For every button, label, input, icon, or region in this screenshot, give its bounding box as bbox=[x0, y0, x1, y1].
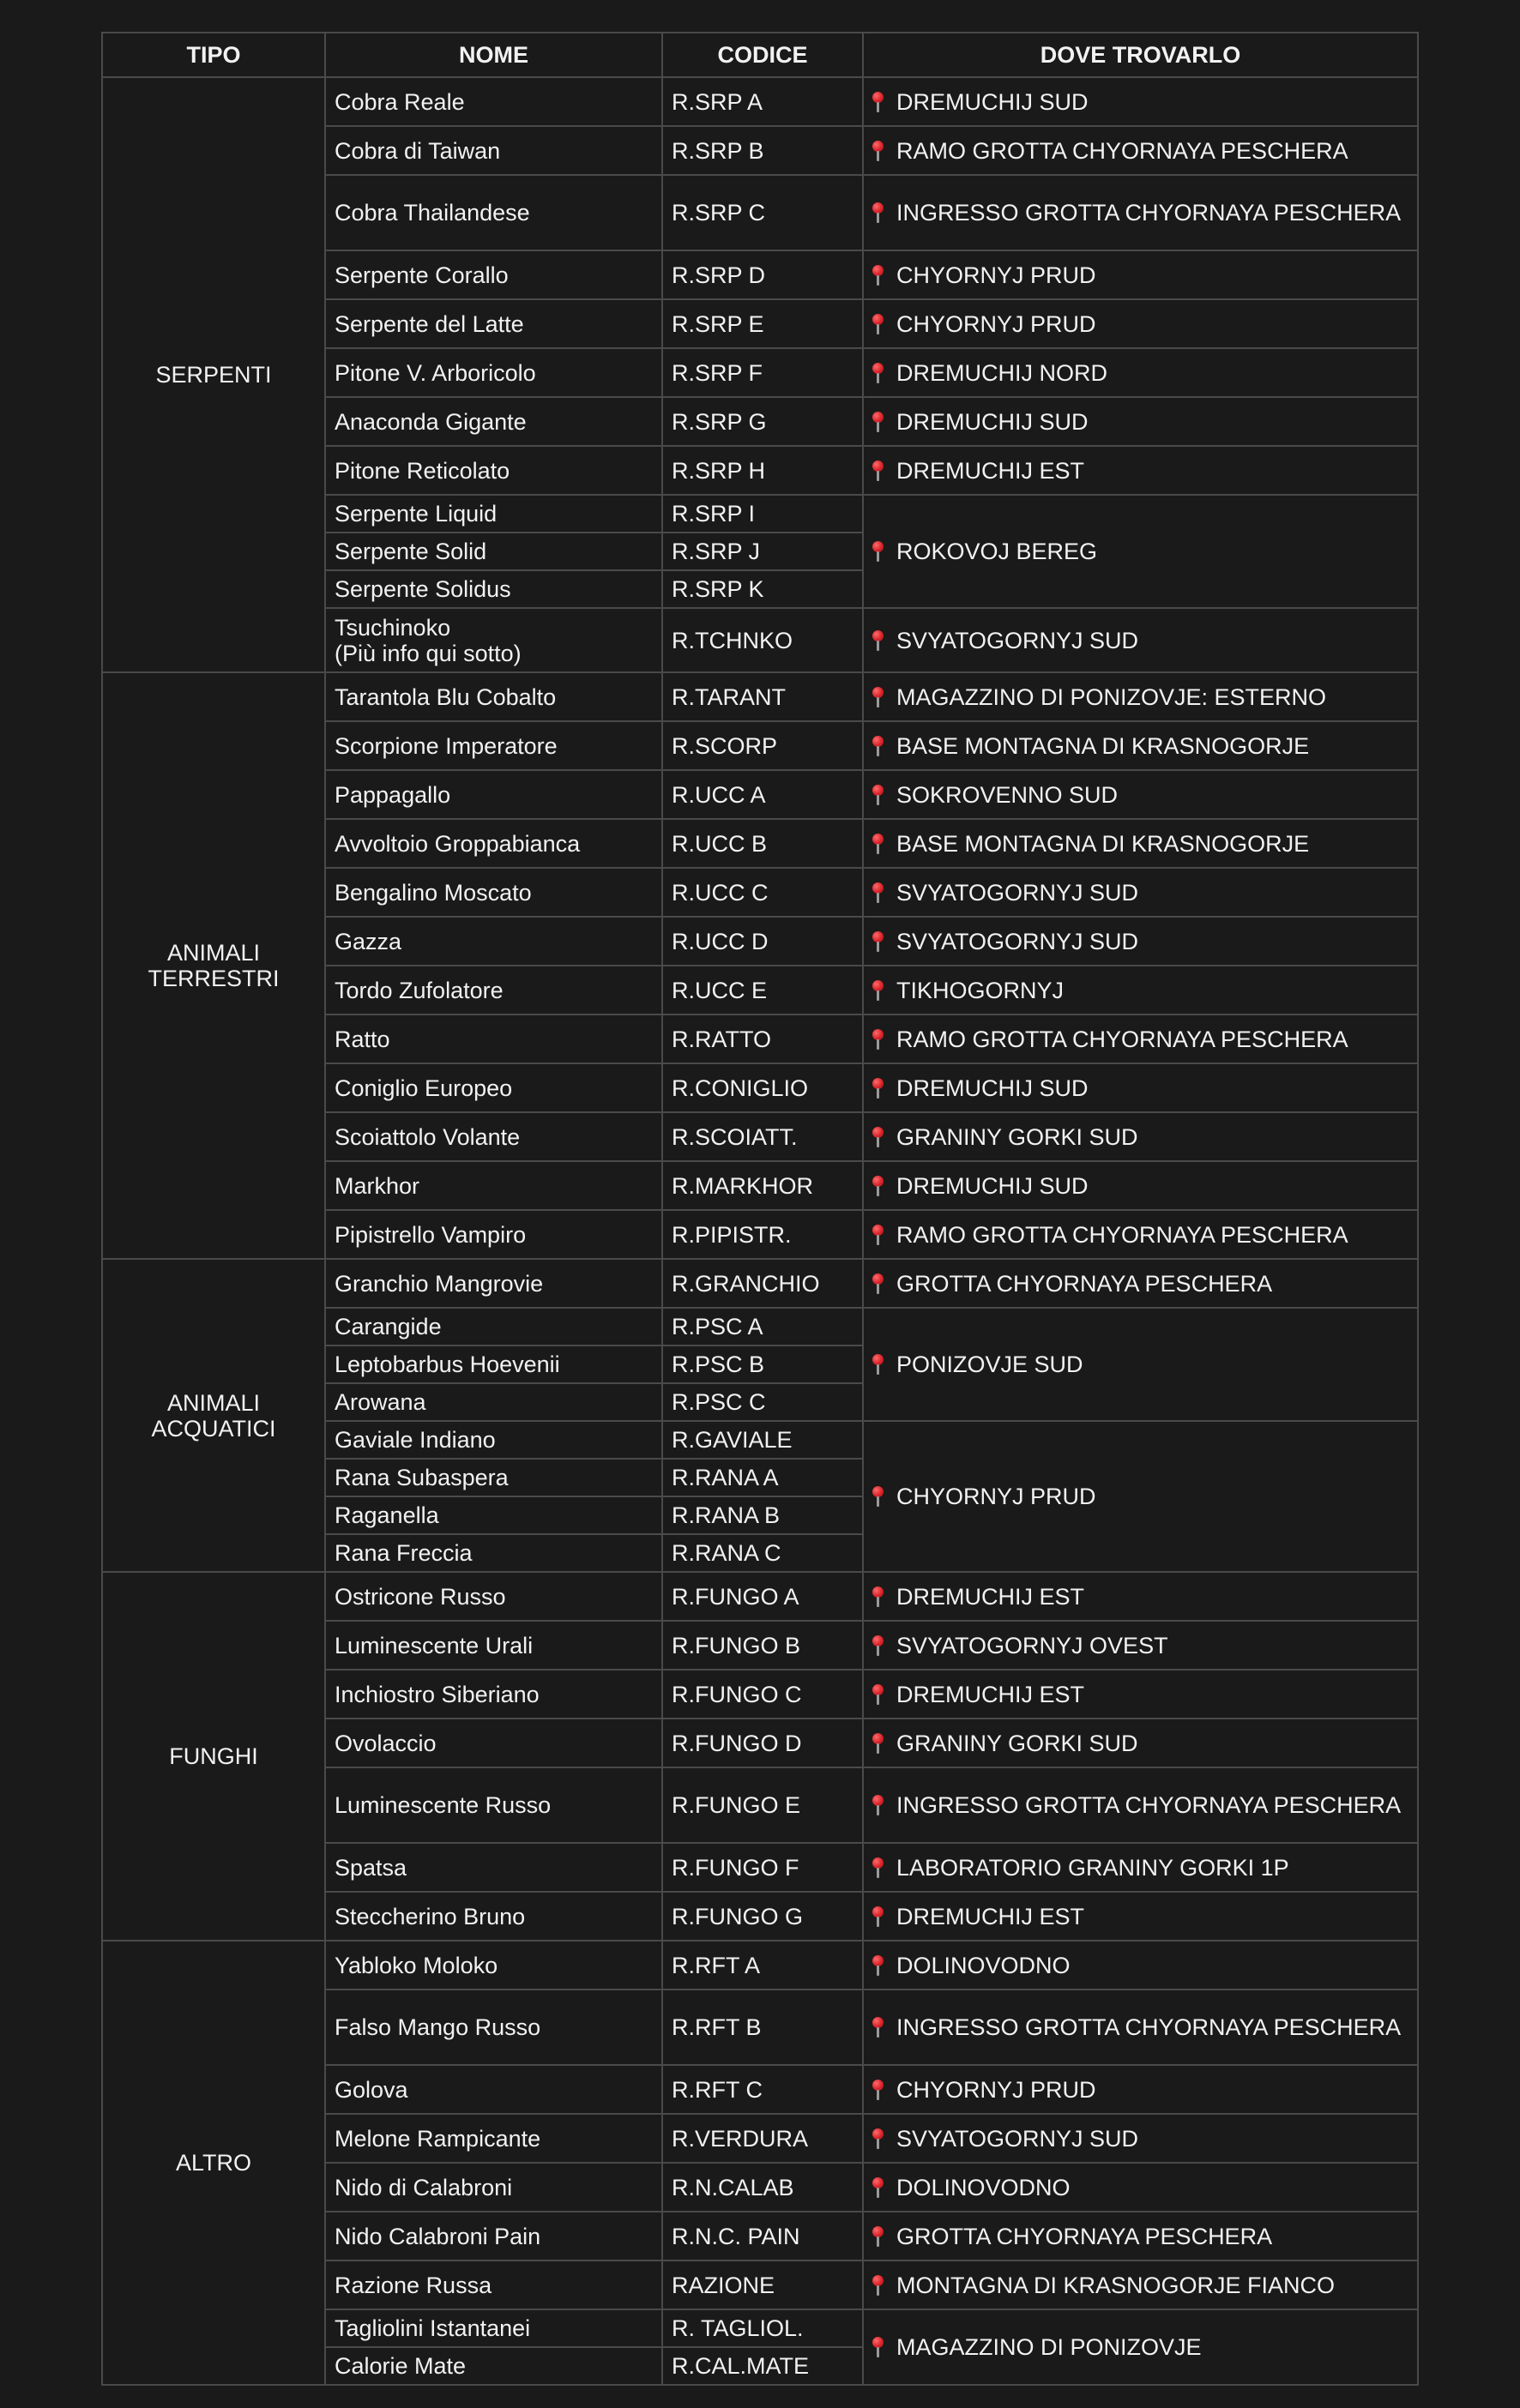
pushpin-icon bbox=[872, 363, 884, 383]
table-row bbox=[102, 77, 1418, 126]
table-row bbox=[102, 1941, 1418, 1990]
item-name: Nido di Calabroni bbox=[325, 2163, 662, 2212]
item-name: Cobra Reale bbox=[325, 77, 662, 126]
item-name: Cobra di Taiwan bbox=[325, 126, 662, 175]
location-label: DREMUCHIJ SUD bbox=[896, 1075, 1089, 1101]
pushpin-icon bbox=[872, 541, 884, 562]
item-location bbox=[863, 1308, 1418, 1421]
item-name: Golova bbox=[325, 2065, 662, 2114]
item-code: R.SRP B bbox=[662, 126, 863, 175]
location-label: SVYATOGORNYJ OVEST bbox=[896, 1632, 1168, 1659]
item-code: R.SCOIATT. bbox=[662, 1112, 863, 1161]
location-label: INGRESSO GROTTA CHYORNAYA PESCHERA bbox=[896, 200, 1402, 226]
item-code: R.FUNGO A bbox=[662, 1572, 863, 1621]
item-code: R.CAL.MATE bbox=[662, 2347, 863, 2385]
pushpin-icon bbox=[872, 1857, 884, 1878]
location-label: SVYATOGORNYJ SUD bbox=[896, 879, 1139, 906]
pushpin-icon bbox=[872, 2080, 884, 2100]
location-label: GROTTA CHYORNAYA PESCHERA bbox=[896, 2223, 1273, 2249]
item-code: R.SRP A bbox=[662, 77, 863, 126]
item-code: R.SRP E bbox=[662, 299, 863, 348]
pushpin-icon bbox=[872, 1127, 884, 1147]
location-label: DREMUCHIJ EST bbox=[896, 1903, 1085, 1929]
item-code: R.FUNGO F bbox=[662, 1843, 863, 1892]
item-code: R.PSC C bbox=[662, 1383, 863, 1421]
location-label: LABORATORIO GRANINY GORKI 1P bbox=[896, 1854, 1289, 1881]
pushpin-icon bbox=[872, 785, 884, 805]
table-body bbox=[102, 77, 1418, 2385]
item-code: R.PSC A bbox=[662, 1308, 863, 1345]
pushpin-icon bbox=[872, 1486, 884, 1507]
item-code: R.SRP F bbox=[662, 348, 863, 397]
location-label: RAMO GROTTA CHYORNAYA PESCHERA bbox=[896, 1026, 1348, 1052]
pushpin-icon bbox=[872, 1684, 884, 1705]
item-location bbox=[863, 2114, 1418, 2163]
location-label: MONTAGNA DI KRASNOGORJE FIANCO bbox=[896, 2272, 1336, 2298]
item-code: R.UCC B bbox=[662, 819, 863, 868]
pushpin-icon bbox=[872, 1955, 884, 1976]
pushpin-icon bbox=[872, 412, 884, 432]
item-location bbox=[863, 1892, 1418, 1941]
item-name: Inchiostro Siberiano bbox=[325, 1670, 662, 1719]
item-name: Granchio Mangrovie bbox=[325, 1259, 662, 1308]
item-name: Pitone Reticolato bbox=[325, 446, 662, 495]
item-name: Ratto bbox=[325, 1014, 662, 1063]
category-cell: ALTRO bbox=[102, 1941, 325, 2385]
pushpin-icon bbox=[872, 2337, 884, 2357]
location-label: DREMUCHIJ EST bbox=[896, 1681, 1085, 1707]
pushpin-icon bbox=[872, 2017, 884, 2038]
item-name: Luminescente Urali bbox=[325, 1621, 662, 1670]
pushpin-icon bbox=[872, 687, 884, 707]
item-location bbox=[863, 2261, 1418, 2309]
item-location bbox=[863, 1259, 1418, 1308]
item-location bbox=[863, 868, 1418, 917]
item-code: R.RFT B bbox=[662, 1990, 863, 2065]
item-location bbox=[863, 1210, 1418, 1259]
item-location bbox=[863, 770, 1418, 819]
item-code: R.FUNGO B bbox=[662, 1621, 863, 1670]
item-code: R.TARANT bbox=[662, 672, 863, 721]
category-cell: ANIMALI ACQUATICI bbox=[102, 1259, 325, 1572]
item-code: R.SRP H bbox=[662, 446, 863, 495]
location-label: GROTTA CHYORNAYA PESCHERA bbox=[896, 1270, 1273, 1297]
item-code: R.SRP D bbox=[662, 250, 863, 299]
item-location bbox=[863, 1843, 1418, 1892]
item-name: Tsuchinoko (Più info qui sotto) bbox=[325, 608, 662, 672]
location-label: DOLINOVODNO bbox=[896, 1952, 1071, 1978]
pushpin-icon bbox=[872, 2275, 884, 2296]
item-code: R.N.C. PAIN bbox=[662, 2212, 863, 2261]
item-name: Leptobarbus Hoevenii bbox=[325, 1345, 662, 1383]
item-name: Markhor bbox=[325, 1161, 662, 1210]
item-name: Tagliolini Istantanei bbox=[325, 2309, 662, 2347]
pushpin-icon bbox=[872, 834, 884, 854]
location-label: DREMUCHIJ SUD bbox=[896, 1172, 1089, 1199]
item-name: Serpente Solidus bbox=[325, 570, 662, 608]
pushpin-icon bbox=[872, 92, 884, 112]
item-code: R.SRP G bbox=[662, 397, 863, 446]
item-name: Arowana bbox=[325, 1383, 662, 1421]
location-label: CHYORNYJ PRUD bbox=[896, 262, 1096, 288]
item-location bbox=[863, 2309, 1418, 2385]
location-label: ROKOVOJ BEREG bbox=[896, 539, 1098, 564]
pushpin-icon bbox=[872, 314, 884, 334]
pushpin-icon bbox=[872, 2226, 884, 2247]
item-location bbox=[863, 446, 1418, 495]
location-label: DREMUCHIJ SUD bbox=[896, 408, 1089, 435]
item-name: Serpente Solid bbox=[325, 533, 662, 570]
location-label: TIKHOGORNYJ bbox=[896, 977, 1065, 1003]
pushpin-icon bbox=[872, 882, 884, 903]
item-name: Melone Rampicante bbox=[325, 2114, 662, 2163]
pushpin-icon bbox=[872, 1906, 884, 1927]
location-label: CHYORNYJ PRUD bbox=[896, 310, 1096, 337]
item-location bbox=[863, 2163, 1418, 2212]
item-location bbox=[863, 608, 1418, 672]
item-name: Rana Subaspera bbox=[325, 1459, 662, 1496]
location-label: PONIZOVJE SUD bbox=[896, 1351, 1083, 1377]
item-location bbox=[863, 2065, 1418, 2114]
item-code: R.RANA A bbox=[662, 1459, 863, 1496]
item-location bbox=[863, 1112, 1418, 1161]
location-label: RAMO GROTTA CHYORNAYA PESCHERA bbox=[896, 1221, 1348, 1248]
item-code: R.CONIGLIO bbox=[662, 1063, 863, 1112]
item-name: Serpente Liquid bbox=[325, 495, 662, 533]
item-location bbox=[863, 917, 1418, 966]
item-code: R.SRP K bbox=[662, 570, 863, 608]
location-label: DOLINOVODNO bbox=[896, 2174, 1071, 2200]
item-name: Scoiattolo Volante bbox=[325, 1112, 662, 1161]
table-row bbox=[102, 1259, 1418, 1308]
item-name: Pitone V. Arboricolo bbox=[325, 348, 662, 397]
location-label: INGRESSO GROTTA CHYORNAYA PESCHERA bbox=[896, 1792, 1402, 1818]
col-header-nome: NOME bbox=[325, 33, 662, 77]
location-label: SVYATOGORNYJ SUD bbox=[896, 627, 1139, 653]
item-name: Bengalino Moscato bbox=[325, 868, 662, 917]
location-label: MAGAZZINO DI PONIZOVJE: ESTERNO bbox=[896, 683, 1327, 710]
col-header-tipo: TIPO bbox=[102, 33, 325, 77]
item-code: R.FUNGO E bbox=[662, 1767, 863, 1843]
item-location bbox=[863, 1161, 1418, 1210]
location-label: DREMUCHIJ NORD bbox=[896, 359, 1107, 386]
table-row bbox=[102, 672, 1418, 721]
item-code: R.RANA C bbox=[662, 1534, 863, 1572]
item-location bbox=[863, 819, 1418, 868]
item-name: Nido Calabroni Pain bbox=[325, 2212, 662, 2261]
item-code: R.GRANCHIO bbox=[662, 1259, 863, 1308]
item-code: R.GAVIALE bbox=[662, 1421, 863, 1459]
pushpin-icon bbox=[872, 265, 884, 286]
item-name: Gazza bbox=[325, 917, 662, 966]
pushpin-icon bbox=[872, 1795, 884, 1815]
item-code: RAZIONE bbox=[662, 2261, 863, 2309]
location-label: RAMO GROTTA CHYORNAYA PESCHERA bbox=[896, 137, 1348, 164]
item-code: R.VERDURA bbox=[662, 2114, 863, 2163]
item-code: R.FUNGO G bbox=[662, 1892, 863, 1941]
location-label: CHYORNYJ PRUD bbox=[896, 2076, 1096, 2103]
item-code: R.SRP J bbox=[662, 533, 863, 570]
item-name: Raganella bbox=[325, 1496, 662, 1534]
header-row bbox=[102, 33, 1418, 77]
item-code: R.RANA B bbox=[662, 1496, 863, 1534]
location-label: DREMUCHIJ EST bbox=[896, 457, 1085, 484]
item-location bbox=[863, 721, 1418, 770]
table-row bbox=[102, 1572, 1418, 1621]
item-location bbox=[863, 1572, 1418, 1621]
item-code: R.RATTO bbox=[662, 1014, 863, 1063]
item-code: R.SRP C bbox=[662, 175, 863, 250]
pushpin-icon bbox=[872, 1635, 884, 1656]
pushpin-icon bbox=[872, 2128, 884, 2149]
item-name: Scorpione Imperatore bbox=[325, 721, 662, 770]
item-location bbox=[863, 1990, 1418, 2065]
pushpin-icon bbox=[872, 1354, 884, 1375]
item-name: Luminescente Russo bbox=[325, 1767, 662, 1843]
item-code: R.UCC D bbox=[662, 917, 863, 966]
item-code: R.PSC B bbox=[662, 1345, 863, 1383]
item-name: Steccherino Bruno bbox=[325, 1892, 662, 1941]
item-location bbox=[863, 1621, 1418, 1670]
item-name: Serpente del Latte bbox=[325, 299, 662, 348]
item-name: Ovolaccio bbox=[325, 1719, 662, 1767]
item-name: Cobra Thailandese bbox=[325, 175, 662, 250]
pushpin-icon bbox=[872, 1078, 884, 1099]
item-location bbox=[863, 1670, 1418, 1719]
pushpin-icon bbox=[872, 1176, 884, 1196]
category-cell: ANIMALI TERRESTRI bbox=[102, 672, 325, 1259]
item-location bbox=[863, 672, 1418, 721]
item-name: Tordo Zufolatore bbox=[325, 966, 662, 1014]
item-name: Carangide bbox=[325, 1308, 662, 1345]
item-name: Yabloko Moloko bbox=[325, 1941, 662, 1990]
item-name: Avvoltoio Groppabianca bbox=[325, 819, 662, 868]
item-name: Coniglio Europeo bbox=[325, 1063, 662, 1112]
item-code: R.UCC C bbox=[662, 868, 863, 917]
item-name: Falso Mango Russo bbox=[325, 1990, 662, 2065]
location-label: DREMUCHIJ EST bbox=[896, 1583, 1085, 1610]
pushpin-icon bbox=[872, 1586, 884, 1607]
location-label: SOKROVENNO SUD bbox=[896, 781, 1119, 808]
item-code: R.UCC A bbox=[662, 770, 863, 819]
item-location bbox=[863, 1941, 1418, 1990]
item-location bbox=[863, 397, 1418, 446]
item-location bbox=[863, 1767, 1418, 1843]
pushpin-icon bbox=[872, 461, 884, 481]
location-label: GRANINY GORKI SUD bbox=[896, 1730, 1138, 1756]
items-table bbox=[101, 32, 1419, 2386]
item-name: Calorie Mate bbox=[325, 2347, 662, 2385]
location-label: INGRESSO GROTTA CHYORNAYA PESCHERA bbox=[896, 2014, 1402, 2040]
col-header-codice: CODICE bbox=[662, 33, 863, 77]
location-label: BASE MONTAGNA DI KRASNOGORJE bbox=[896, 830, 1310, 857]
item-location bbox=[863, 2212, 1418, 2261]
item-code: R.SCORP bbox=[662, 721, 863, 770]
item-code: R.PIPISTR. bbox=[662, 1210, 863, 1259]
item-location bbox=[863, 966, 1418, 1014]
item-name: Pappagallo bbox=[325, 770, 662, 819]
pushpin-icon bbox=[872, 2177, 884, 2198]
item-location bbox=[863, 1421, 1418, 1572]
item-name: Pipistrello Vampiro bbox=[325, 1210, 662, 1259]
pushpin-icon bbox=[872, 931, 884, 952]
item-location bbox=[863, 1014, 1418, 1063]
pushpin-icon bbox=[872, 1733, 884, 1754]
item-name: Anaconda Gigante bbox=[325, 397, 662, 446]
item-name: Serpente Corallo bbox=[325, 250, 662, 299]
item-code: R.N.CALAB bbox=[662, 2163, 863, 2212]
col-header-dove: DOVE TROVARLO bbox=[863, 33, 1418, 77]
item-location bbox=[863, 495, 1418, 608]
location-label: SVYATOGORNYJ SUD bbox=[896, 928, 1139, 954]
item-code: R.FUNGO C bbox=[662, 1670, 863, 1719]
location-label: MAGAZZINO DI PONIZOVJE bbox=[896, 2334, 1202, 2360]
item-location bbox=[863, 126, 1418, 175]
item-code: R.FUNGO D bbox=[662, 1719, 863, 1767]
pushpin-icon bbox=[872, 736, 884, 756]
item-location bbox=[863, 1719, 1418, 1767]
item-name: Gaviale Indiano bbox=[325, 1421, 662, 1459]
item-code: R.RFT C bbox=[662, 2065, 863, 2114]
item-code: R.SRP I bbox=[662, 495, 863, 533]
item-name: Razione Russa bbox=[325, 2261, 662, 2309]
pushpin-icon bbox=[872, 1225, 884, 1245]
location-label: BASE MONTAGNA DI KRASNOGORJE bbox=[896, 732, 1310, 759]
item-code: R. TAGLIOL. bbox=[662, 2309, 863, 2347]
item-code: R.TCHNKO bbox=[662, 608, 863, 672]
item-name: Spatsa bbox=[325, 1843, 662, 1892]
pushpin-icon bbox=[872, 1273, 884, 1294]
item-location bbox=[863, 175, 1418, 250]
pushpin-icon bbox=[872, 980, 884, 1001]
pushpin-icon bbox=[872, 1029, 884, 1050]
item-location bbox=[863, 299, 1418, 348]
location-label: GRANINY GORKI SUD bbox=[896, 1123, 1138, 1150]
item-name: Ostricone Russo bbox=[325, 1572, 662, 1621]
item-location bbox=[863, 348, 1418, 397]
item-location bbox=[863, 1063, 1418, 1112]
pushpin-icon bbox=[872, 141, 884, 161]
item-name: Tarantola Blu Cobalto bbox=[325, 672, 662, 721]
pushpin-icon bbox=[872, 630, 884, 651]
item-code: R.RFT A bbox=[662, 1941, 863, 1990]
item-code: R.MARKHOR bbox=[662, 1161, 863, 1210]
location-label: CHYORNYJ PRUD bbox=[896, 1484, 1096, 1509]
item-location bbox=[863, 77, 1418, 126]
pushpin-icon bbox=[872, 202, 884, 223]
location-label: SVYATOGORNYJ SUD bbox=[896, 2125, 1139, 2152]
category-cell: SERPENTI bbox=[102, 77, 325, 672]
category-cell: FUNGHI bbox=[102, 1572, 325, 1941]
item-code: R.UCC E bbox=[662, 966, 863, 1014]
location-label: DREMUCHIJ SUD bbox=[896, 88, 1089, 115]
item-name: Rana Freccia bbox=[325, 1534, 662, 1572]
item-location bbox=[863, 250, 1418, 299]
